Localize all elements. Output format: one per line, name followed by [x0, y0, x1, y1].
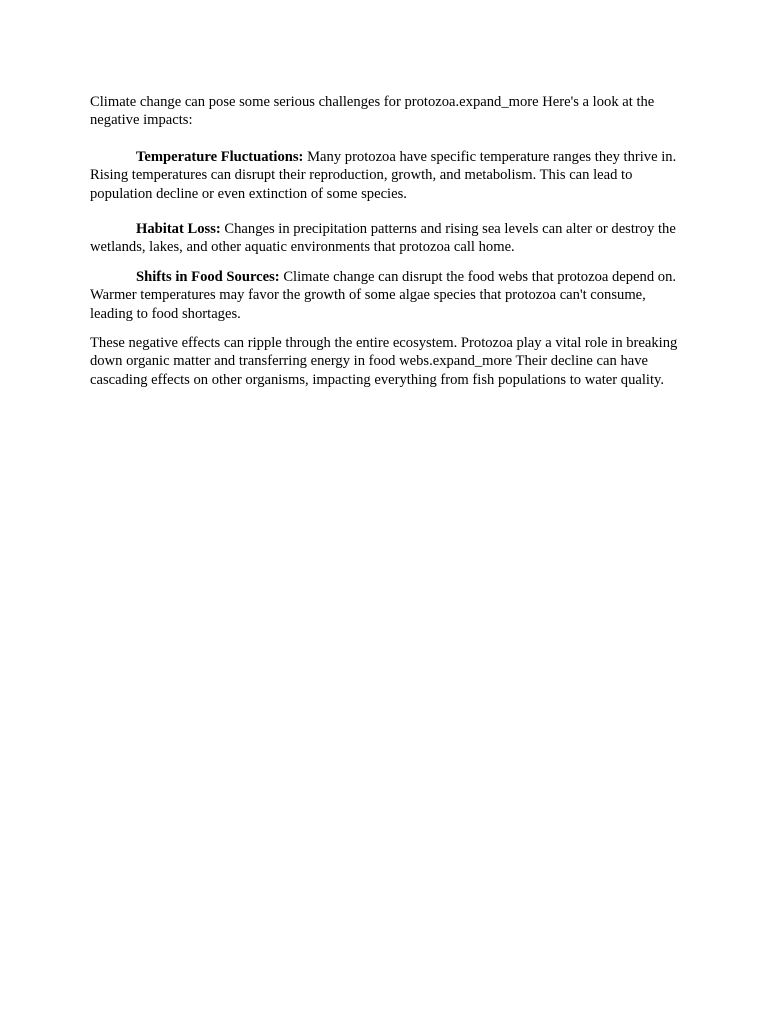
item-title: Habitat Loss: — [136, 221, 221, 238]
list-item-habitat-loss — [90, 220, 678, 257]
item-text: Climate change can disrupt the food webs that protozoa depend on. Warmer temperatures may favor the growth of some algae species that protozoa can't consume, leading to food shortages. — [90, 268, 677, 322]
list-item-shifts-in-food-sources — [90, 268, 678, 323]
item-text: Changes in precipitation patterns and rising sea levels can alter or destroy the wetlands, lakes, and other aquatic environments that protozoa call home. — [90, 221, 676, 256]
conclusion-paragraph: These negative effects can ripple through the entire ecosystem. Protozoa play a vital role in breaking down organic matter and transferring energy in food webs.expand_more Their decline can have cascading effects on other organisms, impacting everything from fish populations to water quality. — [90, 335, 678, 388]
intro-paragraph: Climate change can pose some serious challenges for protozoa.expand_more Here's a look at the negative impacts: — [90, 94, 655, 129]
item-title: Shifts in Food Sources: — [136, 268, 280, 285]
list-item-temperature-fluctuations — [90, 148, 678, 203]
item-text: Many protozoa have specific temperature ranges they thrive in. Rising temperatures can disrupt their reproduction, growth, and metabolism. This can lead to population decline or even extinction of some species. — [90, 148, 677, 202]
item-title: Temperature Fluctuations: — [136, 148, 304, 165]
